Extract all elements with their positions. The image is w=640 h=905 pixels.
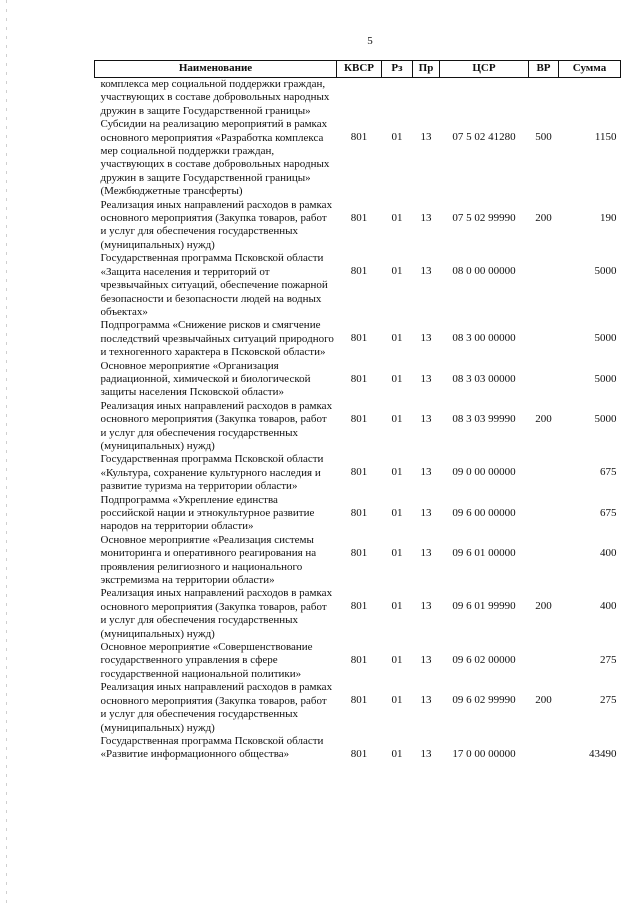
row-sum: 275 (600, 694, 617, 707)
row-vr (529, 252, 559, 319)
row-rz: 01 (391, 747, 403, 760)
header-vr: ВР (529, 61, 559, 78)
row-sum: 675 (600, 506, 617, 519)
row-pr: 13 (420, 506, 432, 519)
row-sum (559, 78, 621, 119)
row-vr (529, 78, 559, 119)
row-csr: 08 3 03 99990 (452, 412, 516, 425)
row-rz: 01 (391, 600, 403, 613)
table-row (95, 118, 621, 198)
row-pr (413, 78, 440, 119)
row-csr: 09 6 01 00000 (452, 546, 516, 559)
row-csr: 09 6 02 00000 (452, 654, 516, 667)
header-csr: ЦСР (440, 61, 529, 78)
row-kvsr: 801 (350, 332, 368, 345)
row-kvsr: 801 (350, 506, 368, 519)
row-csr: 09 6 00 00000 (452, 506, 516, 519)
table-row (95, 360, 621, 400)
header-name: Наименование (95, 61, 337, 78)
row-name: Подпрограмма «Укрепление единства российской нации и этнокультурное развитие народов на территории области» (100, 493, 315, 533)
row-vr: 200 (535, 694, 552, 707)
row-vr (529, 534, 559, 588)
row-vr: 200 (535, 412, 552, 425)
row-csr (440, 78, 529, 119)
row-sum: 5000 (594, 412, 617, 425)
row-vr: 200 (535, 211, 552, 224)
row-rz (382, 78, 413, 119)
row-rz: 01 (391, 131, 403, 144)
budget-table-container (94, 60, 620, 762)
row-kvsr: 801 (350, 747, 368, 760)
header-sum: Сумма (559, 61, 621, 78)
row-vr (529, 494, 559, 534)
row-pr: 13 (420, 265, 432, 278)
row-sum: 43490 (589, 747, 617, 760)
row-pr: 13 (420, 546, 432, 559)
row-pr: 13 (420, 211, 432, 224)
table-body (95, 78, 621, 762)
budget-table (94, 60, 621, 762)
row-rz: 01 (391, 412, 403, 425)
row-pr: 13 (420, 332, 432, 345)
table-header (95, 61, 621, 78)
table-row (95, 453, 621, 493)
table-row (95, 735, 621, 762)
row-kvsr: 801 (350, 546, 368, 559)
scan-edge-marks (6, 0, 7, 905)
row-vr (529, 360, 559, 400)
row-rz: 01 (391, 546, 403, 559)
row-vr (529, 641, 559, 681)
row-pr: 13 (420, 694, 432, 707)
row-pr: 13 (420, 372, 432, 385)
header-row (95, 61, 621, 78)
row-rz: 01 (391, 694, 403, 707)
row-csr: 08 3 03 00000 (452, 372, 516, 385)
row-vr (529, 453, 559, 493)
row-kvsr (337, 78, 382, 119)
row-csr: 17 0 00 00000 (452, 747, 516, 760)
row-name: Подпрограмма «Снижение рисков и смягчение последствий чрезвычайных ситуаций природного и техногенного характера в Псковской области» (100, 319, 334, 359)
row-rz: 01 (391, 211, 403, 224)
table-row (95, 587, 621, 641)
row-rz: 01 (391, 372, 403, 385)
row-csr: 08 0 00 00000 (452, 265, 516, 278)
row-pr: 13 (420, 654, 432, 667)
row-csr: 07 5 02 41280 (452, 131, 516, 144)
header-pr: Пр (413, 61, 440, 78)
row-rz: 01 (391, 506, 403, 519)
row-vr (529, 319, 559, 359)
table-row (95, 199, 621, 253)
row-kvsr: 801 (350, 654, 368, 667)
row-name: Реализация иных направлений расходов в рамках основного мероприятия (Закупка товаров, работ и услуг для обеспечения государственных (муниципальных) нужд) (100, 587, 333, 640)
page-number: 5 (367, 35, 373, 47)
row-vr (529, 735, 559, 762)
row-pr: 13 (420, 600, 432, 613)
table-row (95, 252, 621, 319)
row-kvsr: 801 (350, 466, 368, 479)
row-kvsr: 801 (350, 600, 368, 613)
header-kvsr: КВСР (337, 61, 382, 78)
row-pr: 13 (420, 466, 432, 479)
table-row (95, 534, 621, 588)
row-kvsr: 801 (350, 412, 368, 425)
row-csr: 07 5 02 99990 (452, 211, 516, 224)
row-kvsr: 801 (350, 131, 368, 144)
table-row (95, 681, 621, 735)
row-kvsr: 801 (350, 265, 368, 278)
table-row (95, 78, 621, 119)
row-name: Государственная программа Псковской области «Культура, сохранение культурного наследия и развитие туризма на территории области» (100, 453, 324, 493)
row-sum: 400 (600, 600, 617, 613)
row-name: Субсидии на реализацию мероприятий в рамках основного мероприятия «Разработка комплекса мер социальной поддержки граждан, участвующих в составе добровольных народных дружин в защите Государственной границы» (Межбюджетные трансферты) (100, 118, 330, 198)
row-sum: 5000 (594, 332, 617, 345)
row-pr: 13 (420, 747, 432, 760)
row-sum: 5000 (594, 265, 617, 278)
row-name: Реализация иных направлений расходов в рамках основного мероприятия (Закупка товаров, работ и услуг для обеспечения государственных (муниципальных) нужд) (100, 399, 333, 452)
row-csr: 09 6 01 99990 (452, 600, 516, 613)
table-row (95, 641, 621, 681)
row-rz: 01 (391, 654, 403, 667)
row-sum: 1150 (594, 131, 617, 144)
row-kvsr: 801 (350, 694, 368, 707)
header-rz: Рз (382, 61, 413, 78)
row-pr: 13 (420, 412, 432, 425)
row-vr: 200 (535, 600, 552, 613)
row-rz: 01 (391, 466, 403, 479)
row-name: комплекса мер социальной поддержки граждан, участвующих в составе добровольных народных дружин в защите Государственной границы» (100, 78, 330, 117)
row-name: Государственная программа Псковской области «Защита населения и территорий от чрезвычайных ситуаций, обеспечение пожарной безопасности и безопасности людей на водных объектах» (100, 252, 328, 318)
row-sum: 275 (600, 654, 617, 667)
row-csr: 08 3 00 00000 (452, 332, 516, 345)
row-name: Реализация иных направлений расходов в рамках основного мероприятия (Закупка товаров, работ и услуг для обеспечения государственных (муниципальных) нужд) (100, 681, 333, 734)
row-name: Основное мероприятие «Совершенствование государственного управления в сфере государственной национальной политики» (100, 641, 313, 680)
table-row (95, 400, 621, 454)
row-sum: 675 (600, 466, 617, 479)
row-name: Основное мероприятие «Реализация системы мониторинга и оперативного реагирования на проявления религиозного и национального экстремизма на территории области» (100, 533, 317, 587)
row-csr: 09 0 00 00000 (452, 466, 516, 479)
row-name: Основное мероприятие «Организация радиационной, химической и биологической защиты населения Псковской области» (100, 359, 311, 399)
row-pr: 13 (420, 131, 432, 144)
row-vr: 500 (535, 131, 552, 144)
row-name: Реализация иных направлений расходов в рамках основного мероприятия (Закупка товаров, работ и услуг для обеспечения государственных (муниципальных) нужд) (100, 198, 333, 251)
row-sum: 5000 (594, 372, 617, 385)
table-row (95, 494, 621, 534)
row-sum: 400 (600, 546, 617, 559)
row-rz: 01 (391, 265, 403, 278)
row-csr: 09 6 02 99990 (452, 694, 516, 707)
row-sum: 190 (600, 211, 617, 224)
row-rz: 01 (391, 332, 403, 345)
row-name: Государственная программа Псковской области «Развитие информационного общества» (100, 734, 324, 761)
table-row (95, 319, 621, 359)
row-kvsr: 801 (350, 211, 368, 224)
row-kvsr: 801 (350, 372, 368, 385)
